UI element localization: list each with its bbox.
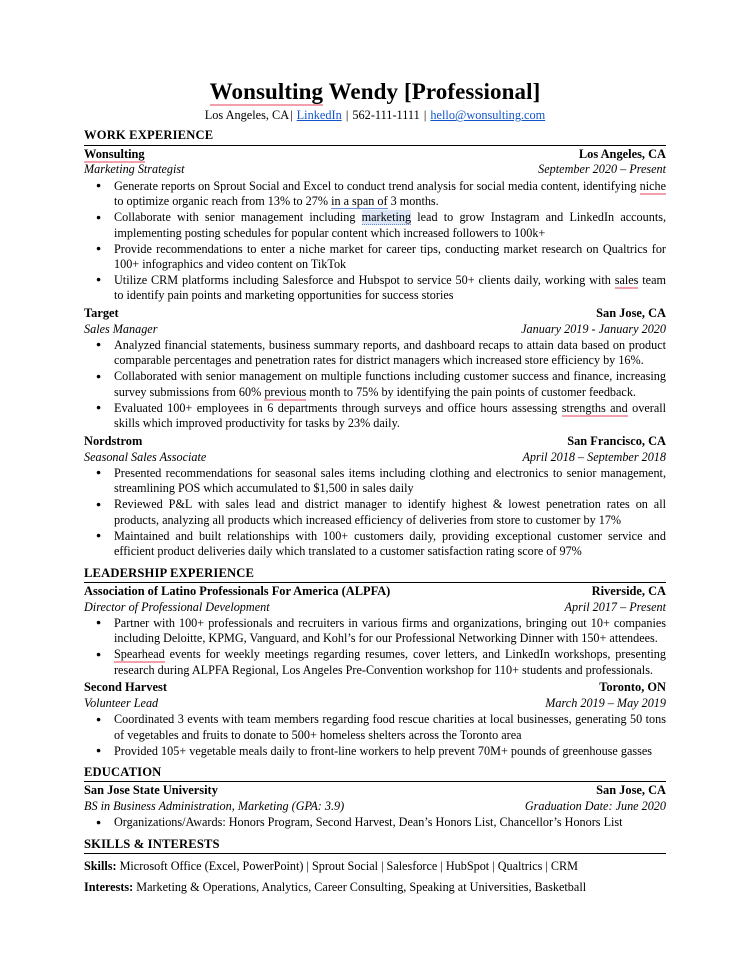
employer-location: Los Angeles, CA	[578, 146, 666, 161]
interests-value: Marketing & Operations, Analytics, Career Consulting, Speaking at Universities, Basketball	[133, 879, 587, 894]
list-item: ● Provided 105+ vegetable meals daily to front-line workers to help prevent 70M+ pounds of greenhouse gasses	[84, 744, 666, 759]
school-name: San Jose State University	[84, 783, 218, 798]
work-entry-nordstrom	[84, 434, 666, 560]
employer-name: Target	[84, 305, 119, 320]
entry-subheader-row	[84, 450, 666, 466]
job-dates: September 2020 – Present	[538, 162, 666, 177]
skills-value: Microsoft Office (Excel, PowerPoint) | Sprout Social | Salesforce | HubSpot | Qualtrics | CRM	[116, 858, 579, 873]
list-item	[84, 273, 666, 304]
degree-title: BS in Business Administration, Marketing (GPA: 3.9)	[84, 799, 345, 814]
entry-header-row	[84, 783, 666, 799]
list-item: ● Maintained and built relationships with 100+ customers daily, providing exceptional customer service and efficient product deliveries daily which translated to a customer satisfaction rating score of 97%	[84, 529, 666, 560]
list-item: ● Presented recommendations for seasonal sales items including clothing and electronics to senior management, streamlining POS which accumulated to $1,500 in sales daily	[84, 466, 666, 497]
role-dates: March 2019 – May 2019	[545, 696, 666, 711]
list-item	[84, 369, 666, 400]
list-item: ● Provide recommendations to enter a niche market for career tips, conducting market research on Qualtrics for 100+ infographics and video content on TikTok	[84, 242, 666, 273]
section-header-leadership-experience: LEADERSHIP EXPERIENCE	[84, 566, 666, 583]
leadership-entry-second-harvest	[84, 680, 666, 759]
organization-location: Toronto, ON	[599, 680, 666, 695]
title-remainder: Wendy [Professional]	[323, 79, 541, 104]
list-item	[84, 647, 666, 678]
bullet-list	[84, 338, 666, 432]
job-title: Marketing Strategist	[84, 162, 185, 177]
list-item	[84, 401, 666, 432]
skills-label: Skills:	[84, 858, 117, 873]
list-item: ● Organizations/Awards: Honors Program, Second Harvest, Dean’s Honors List, Chancellor’s Honors List	[84, 815, 666, 830]
employer-name-text: Wonsulting	[84, 146, 145, 161]
employer-location: San Francisco, CA	[567, 433, 666, 448]
work-entry-wonsulting	[84, 147, 666, 304]
work-entry-target	[84, 306, 666, 432]
education-entry	[84, 783, 666, 830]
contact-separator-3: |	[423, 108, 427, 123]
employer-name	[84, 147, 145, 163]
bullet-list	[84, 712, 666, 759]
list-item: ● Coordinated 3 events with team members regarding food rescue charities at local businesses, generating 50 tons of vegetables and fruits to donate to 500+ homeless shelters across the Toronto area	[84, 712, 666, 743]
spelling-flag: strengths and	[561, 400, 628, 415]
list-item: ● Reviewed P&L with sales lead and district manager to identify highest & lowest penetration rates on all products, analyzing all products which increased efficiency of deliveries from store to customer by 17%	[84, 497, 666, 528]
contact-phone: 562-111-1111	[352, 108, 420, 123]
skills-line	[84, 859, 666, 875]
entry-header-row	[84, 584, 666, 600]
email-link[interactable]: hello@wonsulting.com	[430, 108, 546, 123]
leadership-entry-alpfa	[84, 584, 666, 678]
job-dates: January 2019 - January 2020	[521, 321, 666, 336]
organization-location: Riverside, CA	[591, 583, 666, 598]
bullet-text-segment: Evaluated 100+ employees in 6 departments through surveys and office hours assessing	[114, 400, 562, 415]
contact-separator-1: |	[290, 108, 293, 123]
grammar-flag: marketing	[361, 210, 412, 225]
job-title: Seasonal Sales Associate	[84, 449, 207, 464]
list-item	[84, 210, 666, 241]
spelling-flag: previous	[264, 384, 307, 399]
role-title: Volunteer Lead	[84, 696, 159, 711]
bullet-text-segment: Collaborate with senior management including	[114, 210, 362, 225]
role-dates: April 2017 – Present	[564, 599, 666, 614]
bullet-text-segment: events for weekly meetings regarding resumes, cover letters, and LinkedIn workshops, presenting research during ALPFA Regional, Los Angeles Pre-Convention workshop for 110+ students and professionals.	[114, 647, 666, 677]
bullet-text-segment: to optimize organic reach from 13% to 27%	[114, 194, 332, 209]
page-title	[84, 78, 666, 105]
organization-name: Second Harvest	[84, 680, 167, 695]
bullet-text-segment: team to identify pain points and marketing opportunities for success stories	[114, 272, 666, 303]
contact-separator-2: |	[345, 108, 349, 123]
section-header-work-experience: WORK EXPERIENCE	[84, 128, 666, 145]
entry-header-row	[84, 680, 666, 696]
entry-subheader-row	[84, 162, 666, 178]
spelling-flag: niche	[639, 178, 666, 193]
entry-subheader-row	[84, 696, 666, 712]
interests-line	[84, 880, 666, 896]
role-title: Director of Professional Development	[84, 599, 270, 614]
bullet-text-segment: month to 75% by identifying the pain points of customer feedback.	[306, 384, 636, 399]
bullet-text-segment: 3 months.	[387, 194, 439, 209]
graduation-date: Graduation Date: June 2020	[524, 799, 666, 814]
bullet-text-segment: Generate reports on Sprout Social and Excel to conduct trend analysis for social media content, identifying	[114, 178, 640, 193]
bullet-list	[84, 815, 666, 830]
contact-location: Los Angeles, CA	[204, 108, 290, 123]
job-dates: April 2018 – September 2018	[522, 449, 666, 464]
school-location: San Jose, CA	[596, 783, 666, 798]
linkedin-link[interactable]: LinkedIn	[296, 108, 342, 123]
grammar-flag: in a span of	[331, 194, 388, 209]
employer-location: San Jose, CA	[596, 305, 666, 320]
organization-name: Association of Latino Professionals For America (ALPFA)	[84, 583, 391, 598]
employer-name: Nordstrom	[84, 433, 143, 448]
spelling-flag: Spearhead	[114, 647, 165, 662]
entry-subheader-row	[84, 799, 666, 815]
bullet-text-segment: Collaborated with senior management on multiple functions including customer success and finance, increasing survey submissions from 60%	[114, 369, 666, 399]
bullet-text-segment: overall skills which improved productivity for tasks by 23% daily.	[114, 400, 667, 431]
job-title: Sales Manager	[84, 321, 158, 336]
bullet-list	[84, 179, 666, 304]
entry-header-row	[84, 147, 666, 163]
bullet-list	[84, 616, 666, 678]
interests-label: Interests:	[84, 879, 134, 894]
list-item: ● Partner with 100+ professionals and recruiters in various firms and organizations, bringing out 10+ companies including Deloitte, KPMG, Vanguard, and Kohl’s for our Professional Networking Dinner with 150+ attendees.	[84, 616, 666, 647]
entry-subheader-row	[84, 322, 666, 338]
bullet-list	[84, 466, 666, 560]
contact-line	[84, 108, 666, 123]
entry-header-row	[84, 306, 666, 322]
section-header-skills-interests: SKILLS & INTERESTS	[84, 837, 666, 854]
list-item: ● Analyzed financial statements, business summary reports, and dashboard recaps to attain data based on product comparable percentages and penetration rates for district managers which increased store efficiency by 16%.	[84, 338, 666, 369]
list-item	[84, 179, 666, 210]
spelling-flag: sales	[614, 272, 639, 287]
bullet-text-segment: Utilize CRM platforms including Salesforce and Hubspot to service 50+ clients daily, working with	[114, 272, 615, 287]
entry-header-row	[84, 434, 666, 450]
section-header-education: EDUCATION	[84, 765, 666, 782]
bullet-text-segment: lead to grow Instagram and LinkedIn accounts, implementing posting schedules for popular content which increased followers to 100k+	[114, 210, 667, 240]
title-misspelled-word: Wonsulting	[209, 79, 324, 104]
entry-subheader-row	[84, 600, 666, 616]
